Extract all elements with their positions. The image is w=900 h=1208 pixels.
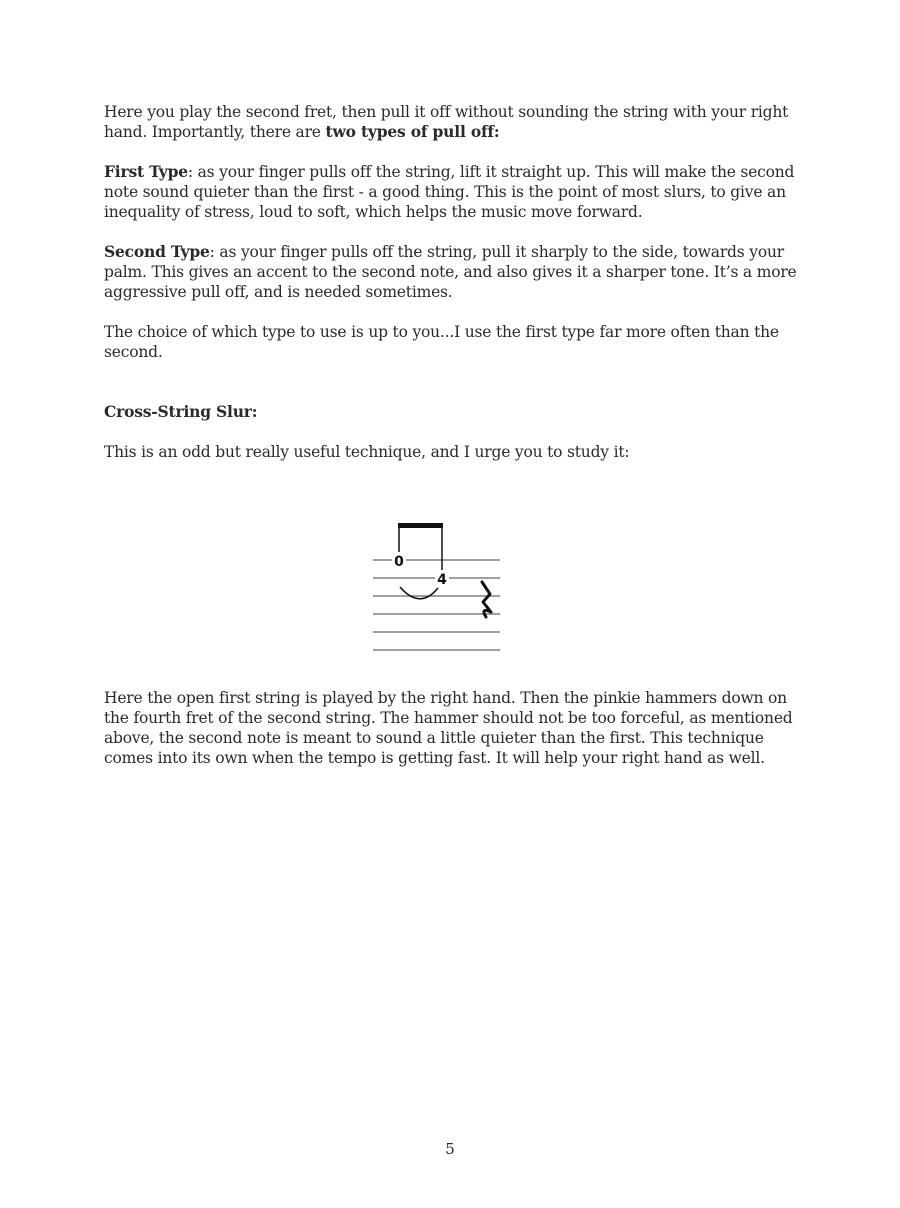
- second-type-paragraph: [104, 242, 804, 302]
- cross-string-heading: Cross-String Slur:: [104, 402, 258, 421]
- intro-paragraph: [104, 102, 804, 142]
- cross-string-intro: This is an odd but really useful technique, and I urge you to study it:: [104, 443, 630, 461]
- quarter-rest-icon: [482, 582, 491, 617]
- after-figure-content: [104, 688, 804, 788]
- tablature-figure: [368, 518, 508, 662]
- first-note-fret: 0: [394, 554, 404, 570]
- note-beam: [398, 523, 443, 528]
- page-content: [104, 102, 804, 482]
- first-type-label: First Type: [104, 162, 188, 181]
- intro-bold-text: two types of pull off:: [325, 122, 500, 141]
- first-type-text: : as your finger pulls off the string, lift it straight up. This will make the second note sound quieter than the first - a good thing. This is the point of most slurs, to give an inequality of stress, loud to soft, which helps the music move forward.: [104, 163, 795, 221]
- second-type-text: : as your finger pulls off the string, pull it sharply to the side, towards your palm. This gives an accent to the second note, and also gives it a sharper tone. It’s a more aggressive pull off, and is needed sometimes.: [104, 243, 797, 301]
- intro-text: Here you play the second fret, then pull it off without sounding the string with your right hand. Importantly, there are: [104, 103, 789, 141]
- first-type-paragraph: [104, 162, 804, 222]
- second-note-fret: 4: [437, 572, 447, 588]
- page-number: 5: [445, 1140, 455, 1158]
- second-type-label: Second Type: [104, 242, 210, 261]
- section-spacer: [104, 382, 804, 402]
- slur-arc: [400, 587, 438, 599]
- choice-paragraph: The choice of which type to use is up to you...I use the first type far more often than the second.: [104, 323, 779, 361]
- cross-string-description: Here the open first string is played by the right hand. Then the pinkie hammers down on the fourth fret of the second string. The hammer should not be too forceful, as mentioned above, the second note is meant to sound a little quieter than the first. This technique comes into its own when the tempo is getting fast. It will help your right hand as well.: [104, 689, 793, 767]
